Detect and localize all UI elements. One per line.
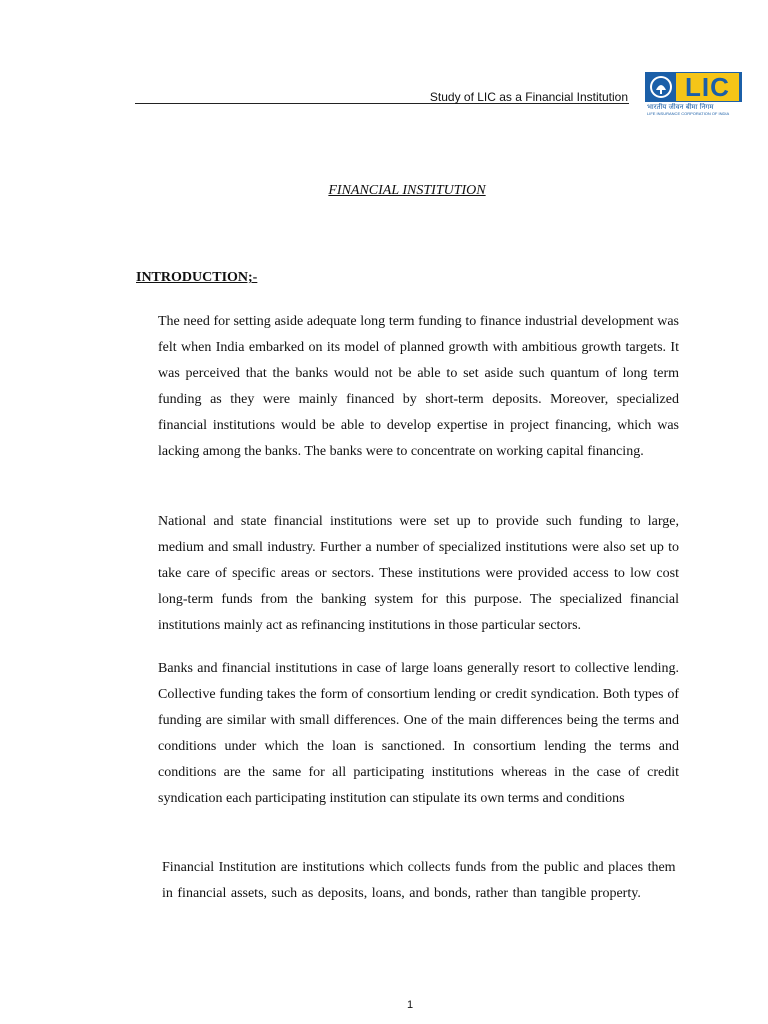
logo-wordmark: LIC	[676, 73, 739, 101]
logo-hindi-text: भारतीय जीवन बीमा निगम	[647, 103, 714, 111]
logo-english-text: LIFE INSURANCE CORPORATION OF INDIA	[647, 111, 730, 116]
page-number: 1	[406, 999, 414, 1011]
paragraph-1: The need for setting aside adequate long term funding to finance industrial development was felt when India embarked on its model of planned growth with ambitious growth targets. It was perceived that the banks would not be able to set aside such quantum of long term funding as they were mainly financed by short-term deposits. Moreover, specialized financial institutions would be able to develop expertise in project financing, which was lacking among the banks. The banks were to concentrate on working capital financing.	[158, 314, 679, 459]
lic-logo	[645, 72, 742, 116]
lic-emblem-icon	[649, 75, 673, 99]
document-title: FINANCIAL INSTITUTION	[328, 183, 486, 198]
running-header-title: Study of LIC as a Financial Institution	[429, 90, 628, 104]
section-heading: INTRODUCTION;-	[136, 270, 258, 285]
paragraph-3: Banks and financial institutions in case of large loans generally resort to collective lending. Collective funding takes the form of consortium lending or credit syndication. Both types of funding are similar with small differences. One of the main differences being the terms and conditions under which the loan is sanctioned. In consortium lending the terms and conditions are the same for all participating institutions whereas in the case of credit syndication each participating institution can stipulate its own terms and conditions	[158, 661, 679, 806]
paragraph-2: National and state financial institutions were set up to provide such funding to large, medium and small industry. Further a number of specialized institutions were also set up to take care of specific areas or sectors. These institutions were provided access to low cost long-term funds from the banking system for this purpose. The specialized financial institutions mainly act as refinancing institutions in those particular sectors.	[158, 514, 679, 633]
paragraph-4: Financial Institution are institutions which collects funds from the public and places them in financial assets, such as deposits, loans, and bonds, rather than tangible property.	[162, 860, 676, 901]
